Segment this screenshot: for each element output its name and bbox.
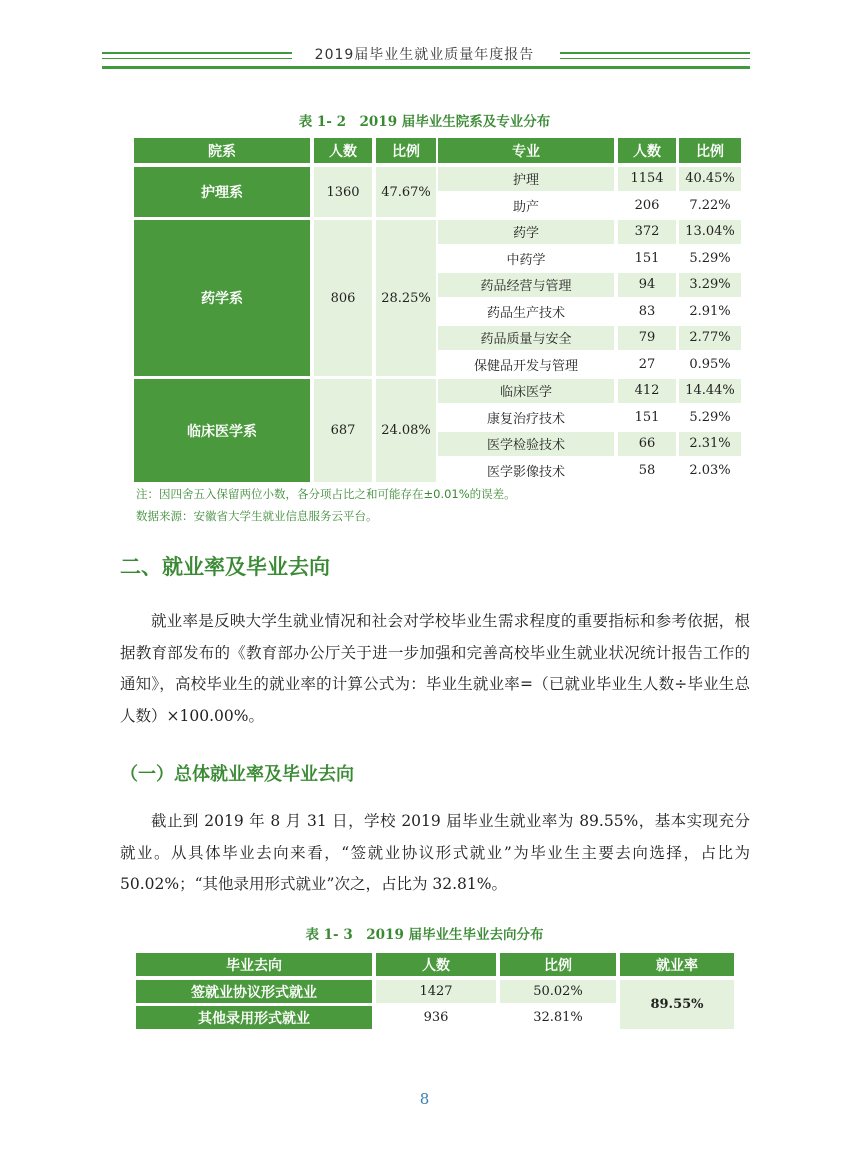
table12-header-ratio: 比例 [376,138,436,163]
major-name: 助产 [512,199,539,215]
major-ratio: 40.45% [679,167,741,191]
major-count: 94 [618,273,676,297]
major-ratio: 5.29% [689,409,731,425]
major-name: 临床医学 [438,379,614,403]
section-heading: 二、就业率及毕业去向 [120,555,330,579]
table12-header-mratio: 比例 [679,138,741,163]
header-divider [102,66,750,69]
major-count: 151 [634,409,660,425]
subsection-heading: （一）总体就业率及毕业去向 [120,764,354,785]
major-ratio: 13.04% [679,220,741,244]
major-ratio: 2.03% [689,462,731,478]
major-count: 372 [618,220,676,244]
major-name: 药品生产技术 [486,305,565,321]
table13-row1-dest: 签就业协议形式就业 [136,980,372,1003]
table13-header-ratio: 比例 [500,953,616,976]
major-count: 412 [618,379,676,403]
dept-count: 687 [314,379,372,482]
major-count: 83 [638,303,656,319]
major-ratio: 5.29% [689,250,731,266]
dept-ratio: 28.25% [376,220,436,376]
major-name: 保健品开发与管理 [473,358,578,374]
dept-name: 药学系 [134,220,310,376]
paragraph-employment-rate: 截止到 2019 年 8 月 31 日，学校 2019 届毕业生就业率为 89.55%，基本实现充分就业。从具体毕业去向来看，“签就业协议形式就业”为毕业生主要去向选择，占比为 50.02%；“其他录用形式就业”次之，占比为 32.81%。 [120,812,750,893]
table13-caption: 表 1- 3 2019 届毕业生毕业去向分布 [305,927,544,943]
major-ratio: 3.29% [679,273,741,297]
major-name: 医学检验技术 [438,432,614,456]
major-count: 79 [618,326,676,350]
table13-row1-ratio: 50.02% [500,980,616,1003]
major-ratio: 2.31% [679,432,741,456]
dept-count: 1360 [314,167,372,217]
major-name: 康复治疗技术 [486,411,565,427]
major-name: 药品经营与管理 [438,273,614,297]
table12-header-mcount: 人数 [618,138,676,163]
dept-name: 护理系 [134,167,310,217]
major-name: 护理 [438,167,614,191]
table12-header-count: 人数 [314,138,372,163]
table13-header-rate: 就业率 [620,953,734,976]
major-ratio: 2.77% [679,326,741,350]
table13-header-dest: 毕业去向 [136,953,372,976]
table13-header-count: 人数 [376,953,496,976]
table12-note: 注：因四舍五入保留两位小数，各分项占比之和可能存在±0.01%的误差。 [136,487,516,501]
major-name: 药品质量与安全 [438,326,614,350]
paragraph-employment-definition: 就业率是反映大学生就业情况和社会对学校毕业生需求程度的重要指标和参考依据，根据教育部发布的《教育部办公厅关于进一步加强和完善高校毕业生就业状况统计报告工作的通知》，高校毕业生的就业率的计算公式为：毕业生就业率=（已就业毕业生人数÷毕业生总人数）×100.00%。 [120,612,750,725]
dept-name: 临床医学系 [134,379,310,482]
page-number: 8 [419,1090,430,1108]
table12-header-dept: 院系 [134,138,310,163]
major-count: 206 [634,197,660,213]
major-count: 66 [618,432,676,456]
major-name: 医学影像技术 [486,464,565,480]
header-title: 2019届毕业生就业质量年度报告 [314,47,535,63]
major-ratio: 7.22% [689,197,731,213]
table13-row2-dest: 其他录用形式就业 [136,1006,372,1029]
table13-row2-count: 936 [423,1010,449,1025]
table13-row2-ratio: 32.81% [533,1010,583,1025]
dept-ratio: 47.67% [376,167,436,217]
major-ratio: 0.95% [689,356,731,372]
major-ratio: 14.44% [679,379,741,403]
major-count: 58 [638,462,656,478]
major-ratio: 2.91% [689,303,731,319]
major-count: 1154 [618,167,676,191]
major-name: 药学 [438,220,614,244]
major-count: 27 [638,356,656,372]
table13-row1-count: 1427 [376,980,496,1003]
table12-caption: 表 1- 2 2019 届毕业生院系及专业分布 [298,114,551,130]
dept-count: 806 [314,220,372,376]
table13-employment-rate: 89.55% [620,980,734,1029]
major-count: 151 [634,250,660,266]
dept-ratio: 24.08% [376,379,436,482]
table12-header-major: 专业 [438,138,614,163]
table12-source: 数据来源：安徽省大学生就业信息服务云平台。 [136,509,378,523]
major-name: 中药学 [506,252,546,268]
